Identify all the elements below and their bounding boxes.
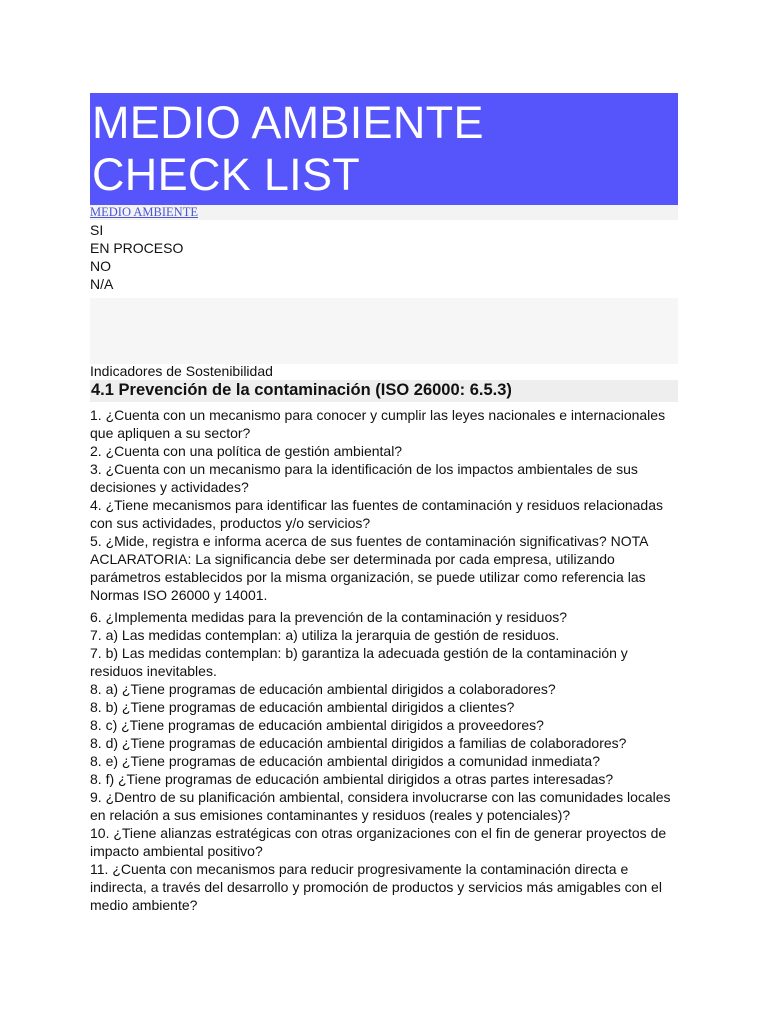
- question-item: 8. d) ¿Tiene programas de educación ambiental dirigidos a familias de colaboradores?: [90, 735, 627, 751]
- question-item: 8. a) ¿Tiene programas de educación ambiental dirigidos a colaboradores?: [90, 681, 556, 697]
- question-item: 7. a) Las medidas contemplan: a) utiliza la jerarquia de gestión de residuos.: [90, 627, 560, 643]
- question-item: 7. b) Las medidas contemplan: b) garantiza la adecuada gestión de la contaminación y residuos inevitables.: [90, 645, 628, 679]
- section-heading: 4.1 Prevención de la contaminación (ISO 26000: 6.5.3): [90, 380, 678, 402]
- question-item: 3. ¿Cuenta con un mecanismo para la identificación de los impactos ambientales de sus decisiones y actividades?: [90, 461, 638, 495]
- question-item: 8. f) ¿Tiene programas de educación ambiental dirigidos a otras partes interesadas?: [90, 771, 614, 787]
- page-title-line-2: CHECK LIST: [92, 149, 361, 200]
- document-page: [90, 93, 678, 914]
- title-banner: [90, 93, 678, 205]
- question-item: 1. ¿Cuenta con un mecanismo para conocer y cumplir las leyes nacionales e internacionales que apliquen a su sector?: [90, 407, 666, 441]
- question-item: 11. ¿Cuenta con mecanismos para reducir progresivamente la contaminación directa e indirecta, a través del desarrollo y promoción de productos y servicios más amigables con el medio ambiente?: [90, 861, 662, 913]
- question-item: 9. ¿Dentro de su planificación ambiental, considera involucrarse con las comunidades locales en relación a sus emisiones contaminantes y residuos (reales y potenciales)?: [90, 789, 671, 823]
- option-en-proceso: EN PROCESO: [90, 240, 184, 256]
- option-na: N/A: [90, 276, 114, 292]
- blank-area: [90, 298, 678, 364]
- question-item: 5. ¿Mide, registra e informa acerca de sus fuentes de contaminación significativas? NOTA ACLARATORIA: La significancia debe ser determinada por cada empresa, utilizando parámetros establecidos por la misma organización, se puede utilizar como referencia las Normas ISO 26000 y 14001.: [90, 533, 648, 603]
- answer-options: [90, 220, 678, 293]
- question-item: 4. ¿Tiene mecanismos para identificar las fuentes de contaminación y residuos relacionadas con sus actividades, productos y/o servicios?: [90, 497, 664, 531]
- question-item: 8. c) ¿Tiene programas de educación ambiental dirigidos a proveedores?: [90, 717, 544, 733]
- indicators-label: Indicadores de Sostenibilidad: [90, 363, 273, 379]
- question-item: 6. ¿Implementa medidas para la prevención de la contaminación y residuos?: [90, 609, 568, 625]
- question-list: [90, 406, 678, 914]
- option-si: SI: [90, 222, 104, 238]
- medio-ambiente-link[interactable]: MEDIO AMBIENTE: [90, 205, 198, 219]
- question-item: 8. b) ¿Tiene programas de educación ambiental dirigidos a clientes?: [90, 699, 515, 715]
- question-item: 2. ¿Cuenta con una política de gestión ambiental?: [90, 443, 403, 459]
- link-row: [90, 205, 678, 220]
- question-item: 10. ¿Tiene alianzas estratégicas con otras organizaciones con el fin de generar proyectos de impacto ambiental positivo?: [90, 825, 667, 859]
- page-title-line-1: MEDIO AMBIENTE: [92, 97, 484, 148]
- question-item: 8. e) ¿Tiene programas de educación ambiental dirigidos a comunidad inmediata?: [90, 753, 600, 769]
- option-no: NO: [90, 258, 111, 274]
